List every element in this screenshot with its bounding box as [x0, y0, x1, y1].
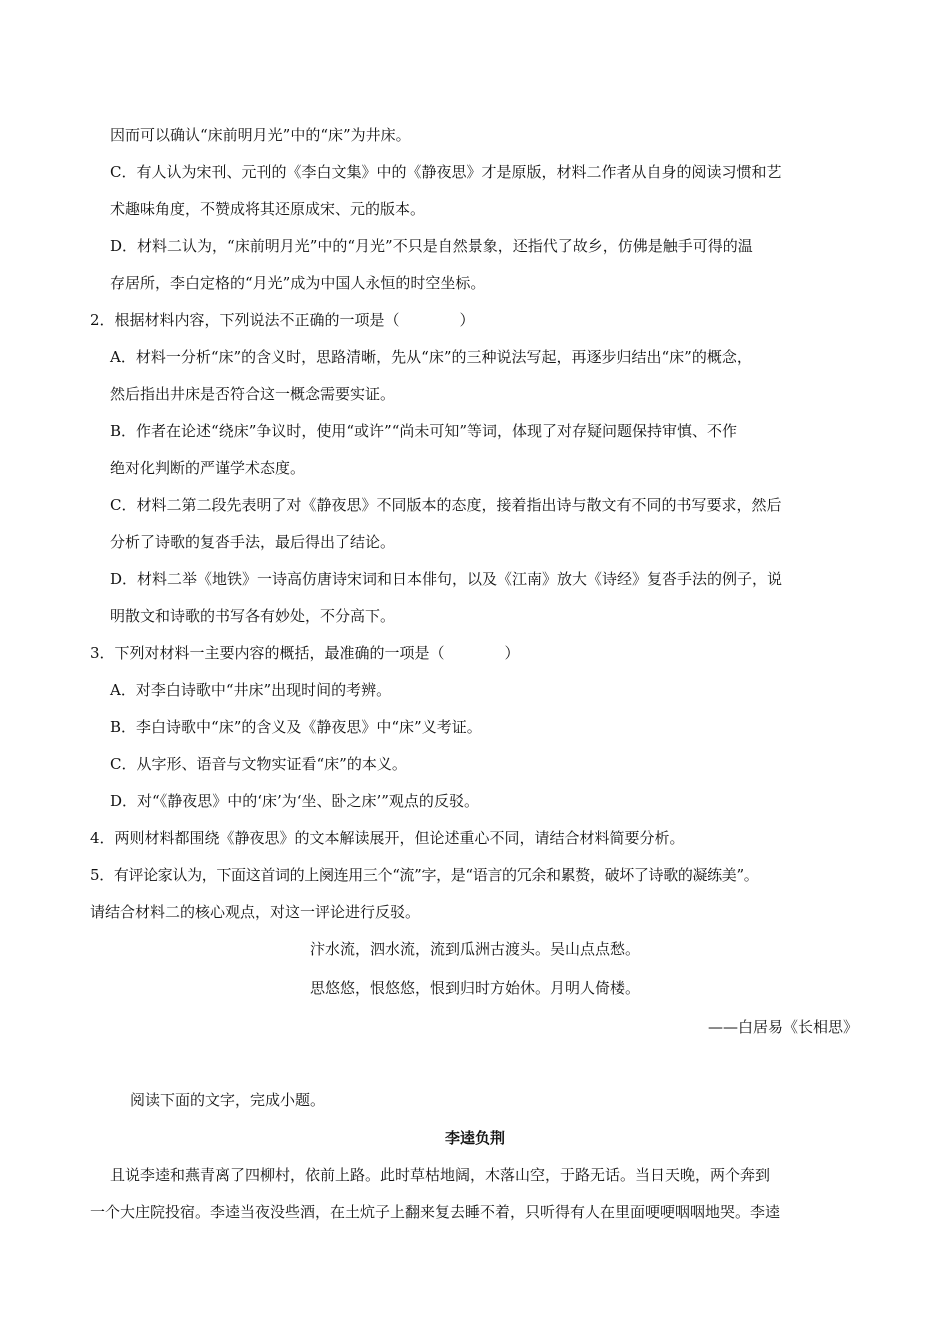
- q3-option-c: C．从字形、语音与文物实证看“床”的本义。: [110, 755, 407, 773]
- q2-option-a-line1: A．材料一分析“床”的含义时，思路清晰，先从“床”的三种说法写起，再逐步归结出“床”的概念，: [110, 348, 752, 366]
- passage-intro: 阅读下面的文字，完成小题。: [130, 1091, 326, 1109]
- q2-option-a-line2: 然后指出井床是否符合这一概念需要实证。: [110, 385, 396, 403]
- q2-option-b-line1: B．作者在论述“绕床”争议时，使用“或许”“尚未可知”等词，体现了对存疑问题保持审慎、不作: [110, 422, 738, 440]
- q3-option-a: A．对李白诗歌中“井床”出现时间的考辨。: [110, 681, 392, 699]
- q2-option-c-line2: 分析了诗歌的复沓手法，最后得出了结论。: [110, 533, 396, 551]
- q4-stem: 4．两则材料都围绕《静夜思》的文本解读展开，但论述重心不同，请结合材料简要分析。: [90, 829, 685, 847]
- q3-stem: 3．下列对材料一主要内容的概括，最准确的一项是（ ）: [90, 644, 520, 662]
- passage-paragraph-line2: 一个大庄院投宿。李逵当夜没些酒，在土炕子上翻来复去睡不着，只听得有人在里面哽哽咽咽地哭。李逵: [90, 1203, 781, 1221]
- q5-stem-line2: 请结合材料二的核心观点，对这一评论进行反驳。: [90, 903, 421, 921]
- q1-option-d-line2: 存居所，李白定格的“月光”成为中国人永恒的时空坐标。: [110, 274, 486, 292]
- q2-option-d-line1: D．材料二举《地铁》一诗高仿唐诗宋词和日本俳句，以及《江南》放大《诗经》复沓手法的例子，说: [110, 570, 783, 588]
- poem-line-1: 汴水流，泗水流，流到瓜洲古渡头。吴山点点愁。: [309, 940, 640, 958]
- q2-option-d-line2: 明散文和诗歌的书写各有妙处，不分高下。: [110, 607, 396, 625]
- passage-title: 李逵负荆: [444, 1129, 505, 1147]
- poem-attribution: ——白居易《长相思》: [707, 1018, 858, 1036]
- q2-option-b-line2: 绝对化判断的严谨学术态度。: [110, 459, 306, 477]
- q1-option-b-tail: 因而可以确认“床前明月光”中的“床”为井床。: [110, 126, 411, 144]
- q1-option-c-line1: C．有人认为宋刊、元刊的《李白文集》中的《静夜思》才是原版，材料二作者从自身的阅读习惯和艺: [110, 163, 782, 181]
- q3-option-b: B．李白诗歌中“床”的含义及《静夜思》中“床”义考证。: [110, 718, 482, 736]
- q5-stem-line1: 5．有评论家认为，下面这首词的上阕连用三个“流”字，是“语言的冗余和累赘，破坏了诗歌的凝练美”。: [90, 866, 759, 884]
- q2-option-c-line1: C．材料二第二段先表明了对《静夜思》不同版本的态度，接着指出诗与散文有不同的书写要求，然后: [110, 496, 782, 514]
- passage-paragraph-line1: 且说李逵和燕青离了四柳村，依前上路。此时草枯地阔，木落山空，于路无话。当日天晚，两个奔到: [110, 1166, 771, 1184]
- poem-line-2: 思悠悠，恨悠悠，恨到归时方始休。月明人倚楼。: [309, 979, 640, 997]
- q3-option-d: D．对“《静夜思》中的‘床’为‘坐、卧之床’”观点的反驳。: [110, 792, 479, 810]
- q1-option-d-line1: D．材料二认为，“床前明月光”中的“月光”不只是自然景象，还指代了故乡，仿佛是触手可得的温: [110, 237, 753, 255]
- q1-option-c-line2: 术趣味角度，不赞成将其还原成宋、元的版本。: [110, 200, 426, 218]
- q2-stem: 2．根据材料内容，下列说法不正确的一项是（ ）: [90, 311, 475, 329]
